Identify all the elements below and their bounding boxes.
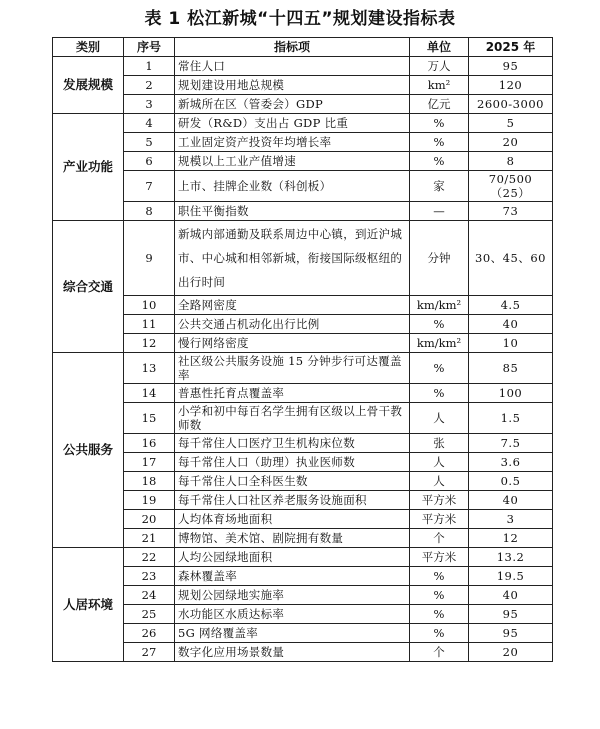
row-number: 6 (124, 152, 175, 171)
row-value: 95 (469, 57, 553, 76)
row-number: 10 (124, 296, 175, 315)
row-item: 社区级公共服务设施 15 分钟步行可达覆盖率 (175, 353, 410, 384)
table-row (53, 315, 553, 334)
row-item: 每千常住人口全科医生数 (175, 472, 410, 491)
row-number: 7 (124, 171, 175, 202)
row-value: 100 (469, 384, 553, 403)
table-row (53, 334, 553, 353)
row-number: 5 (124, 133, 175, 152)
row-item: 每千常住人口（助理）执业医师数 (175, 453, 410, 472)
table-row (53, 403, 553, 434)
table-row (53, 95, 553, 114)
row-item: 普惠性托育点覆盖率 (175, 384, 410, 403)
row-number: 13 (124, 353, 175, 384)
row-unit: 人 (410, 403, 469, 434)
row-unit: % (410, 384, 469, 403)
table-row (53, 221, 553, 296)
category-cell: 公共服务 (53, 353, 124, 548)
row-item: 新城内部通勤及联系周边中心镇，到近沪城市、中心城和相邻新城，衔接国际级枢纽的出行时间 (175, 221, 410, 296)
row-unit: % (410, 605, 469, 624)
row-number: 22 (124, 548, 175, 567)
row-value: 3.6 (469, 453, 553, 472)
row-unit: km/km² (410, 296, 469, 315)
row-value: 40 (469, 491, 553, 510)
row-unit: % (410, 624, 469, 643)
table-row (53, 472, 553, 491)
row-item: 全路网密度 (175, 296, 410, 315)
header-category: 类别 (53, 38, 124, 57)
row-number: 4 (124, 114, 175, 133)
row-unit: km/km² (410, 334, 469, 353)
row-item: 新城所在区（管委会）GDP (175, 95, 410, 114)
row-number: 21 (124, 529, 175, 548)
row-number: 1 (124, 57, 175, 76)
table-row (53, 586, 553, 605)
row-unit: 人 (410, 453, 469, 472)
table-row (53, 605, 553, 624)
header-number: 序号 (124, 38, 175, 57)
row-item: 博物馆、美术馆、剧院拥有数量 (175, 529, 410, 548)
indicator-table (52, 37, 553, 662)
row-unit: 万人 (410, 57, 469, 76)
row-item: 每千常住人口社区养老服务设施面积 (175, 491, 410, 510)
row-number: 3 (124, 95, 175, 114)
row-item: 慢行网络密度 (175, 334, 410, 353)
row-unit: km² (410, 76, 469, 95)
category-cell: 人居环境 (53, 548, 124, 662)
row-value: 10 (469, 334, 553, 353)
table-row (53, 384, 553, 403)
row-item: 每千常住人口医疗卫生机构床位数 (175, 434, 410, 453)
table-row (53, 567, 553, 586)
row-unit: 张 (410, 434, 469, 453)
row-unit: % (410, 315, 469, 334)
row-unit: 个 (410, 643, 469, 662)
table-row (53, 76, 553, 95)
category-cell: 综合交通 (53, 221, 124, 353)
table-row (53, 152, 553, 171)
row-item: 上市、挂牌企业数（科创板） (175, 171, 410, 202)
row-value: 5 (469, 114, 553, 133)
row-value: 95 (469, 624, 553, 643)
row-value: 1.5 (469, 403, 553, 434)
table-row (53, 434, 553, 453)
row-unit: 平方米 (410, 548, 469, 567)
row-item: 5G 网络覆盖率 (175, 624, 410, 643)
row-item: 数字化应用场景数量 (175, 643, 410, 662)
row-unit: 人 (410, 472, 469, 491)
header-item: 指标项 (175, 38, 410, 57)
row-value: 12 (469, 529, 553, 548)
table-row (53, 57, 553, 76)
row-number: 25 (124, 605, 175, 624)
row-number: 23 (124, 567, 175, 586)
row-unit: % (410, 133, 469, 152)
row-value: 7.5 (469, 434, 553, 453)
row-unit: 平方米 (410, 491, 469, 510)
row-number: 12 (124, 334, 175, 353)
row-number: 19 (124, 491, 175, 510)
row-number: 18 (124, 472, 175, 491)
row-item: 规划建设用地总规模 (175, 76, 410, 95)
category-cell: 发展规模 (53, 57, 124, 114)
row-value: 20 (469, 133, 553, 152)
row-item: 研发（R&D）支出占 GDP 比重 (175, 114, 410, 133)
row-unit: % (410, 152, 469, 171)
row-value: 2600-3000 (469, 95, 553, 114)
table-row (53, 643, 553, 662)
row-number: 15 (124, 403, 175, 434)
row-item: 规划公园绿地实施率 (175, 586, 410, 605)
row-item: 常住人口 (175, 57, 410, 76)
row-value: 0.5 (469, 472, 553, 491)
row-unit: 个 (410, 529, 469, 548)
header-unit: 单位 (410, 38, 469, 57)
row-number: 9 (124, 221, 175, 296)
table-row (53, 114, 553, 133)
row-value-sub: （25） (490, 186, 531, 200)
row-item: 水功能区水质达标率 (175, 605, 410, 624)
row-unit: — (410, 202, 469, 221)
table-row (53, 529, 553, 548)
row-item: 工业固定资产投资年均增长率 (175, 133, 410, 152)
row-value: 8 (469, 152, 553, 171)
table-row (53, 548, 553, 567)
row-value (469, 171, 553, 202)
row-value: 13.2 (469, 548, 553, 567)
table-row (53, 491, 553, 510)
table-row (53, 171, 553, 202)
row-value: 19.5 (469, 567, 553, 586)
row-item: 规模以上工业产值增速 (175, 152, 410, 171)
row-value-main: 70/500 (488, 172, 533, 186)
row-value: 40 (469, 315, 553, 334)
row-number: 17 (124, 453, 175, 472)
category-cell: 产业功能 (53, 114, 124, 221)
row-value: 4.5 (469, 296, 553, 315)
table-row (53, 453, 553, 472)
row-unit: 平方米 (410, 510, 469, 529)
row-number: 27 (124, 643, 175, 662)
row-item: 公共交通占机动化出行比例 (175, 315, 410, 334)
row-unit: % (410, 353, 469, 384)
row-number: 20 (124, 510, 175, 529)
row-unit: 家 (410, 171, 469, 202)
row-value: 73 (469, 202, 553, 221)
row-unit: % (410, 567, 469, 586)
row-unit: % (410, 586, 469, 605)
row-number: 16 (124, 434, 175, 453)
row-value: 30、45、60 (469, 221, 553, 296)
row-number: 26 (124, 624, 175, 643)
row-item: 人均公园绿地面积 (175, 548, 410, 567)
row-value: 40 (469, 586, 553, 605)
row-number: 14 (124, 384, 175, 403)
table-row (53, 510, 553, 529)
row-item: 职住平衡指数 (175, 202, 410, 221)
table-row (53, 624, 553, 643)
table-row (53, 353, 553, 384)
table-title: 表 1 松江新城“十四五”规划建设指标表 (144, 9, 456, 29)
row-item: 人均体育场地面积 (175, 510, 410, 529)
table-header-row (53, 38, 553, 57)
row-value: 120 (469, 76, 553, 95)
row-value: 95 (469, 605, 553, 624)
row-value: 3 (469, 510, 553, 529)
row-value: 20 (469, 643, 553, 662)
table-row (53, 202, 553, 221)
row-item: 小学和初中每百名学生拥有区级以上骨干教师数 (175, 403, 410, 434)
row-number: 24 (124, 586, 175, 605)
header-target: 2025 年 (469, 38, 553, 57)
row-number: 8 (124, 202, 175, 221)
row-unit: 亿元 (410, 95, 469, 114)
row-number: 2 (124, 76, 175, 95)
row-number: 11 (124, 315, 175, 334)
row-unit: % (410, 114, 469, 133)
row-item: 森林覆盖率 (175, 567, 410, 586)
row-unit: 分钟 (410, 221, 469, 296)
row-value: 85 (469, 353, 553, 384)
table-row (53, 133, 553, 152)
table-row (53, 296, 553, 315)
